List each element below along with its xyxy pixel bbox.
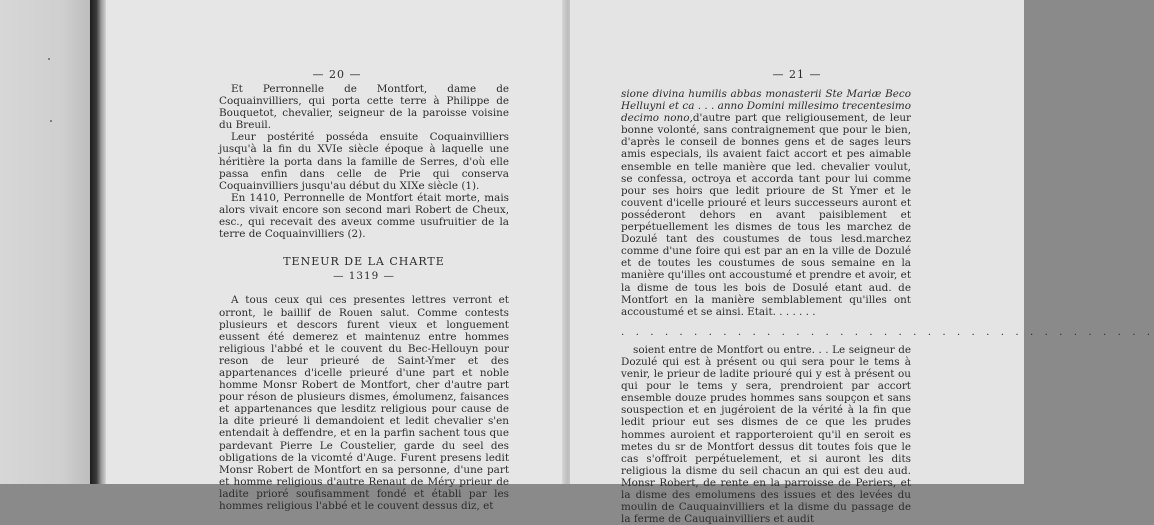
page-number-left: — 20 — bbox=[312, 68, 362, 81]
charter-text: A tous ceux qui ces presentes lettres verront et orront, le baillif de Rouen salut. Comme contests plusieurs et descors furent vieux et longuement eussent été demerez et maintenuz entre hommes religious l'abbé et le couvent du Bec-Hellouyn pour reson de leur prieuré de Saint-Ymer et des appartenances d'icelle prieuré d'une part et noble homme Monsr Robert de Montfort, cher d'autre part pour réson de plusieurs dismes, émolumenz, faisances et appartenances que lesditz religious pour cause de la dite prieuré li demandoient et ledit chevalier s'en entendait à deffendre, et en la parfin sachent tous que pardevant Pierre Le Coustelier, garde du seel des obligations de la vicomté d'Auge. Furent presens ledit Monsr Robert de Montfort en sa personne, d'une part et homme religious d'autre Renaut de Méry prieur de ladite prioré soufisamment fondé et établi par les hommes religious l'abbé et le couvent dessus diz, et bbox=[219, 294, 509, 512]
scanner-left-margin bbox=[0, 0, 90, 484]
page-number-right: — 21 — bbox=[772, 68, 822, 81]
right-page bbox=[570, 0, 1154, 525]
ellipsis-line: . . . . . . . . . . . . . . . . . . . . . . . . . . . . . . . . . . . . . bbox=[621, 325, 1154, 338]
paragraph-2-right: soient entre de Montfort ou entre. . . Le seigneur de Dozulé qui est à présent ou qui sera pour le tems à venir, le prieur de ladite priouré qui y est à présent ou qui pour le tems y sera, prendroient par accort ensemble douze prudes hommes sans soupçon et sans souspection et en jugéroient de la vérité à la fin que ledit priour eut ses dismes de ce que les prudes hommes auroient et rapporteroient qu'il en seroit es metes du sr de Montfort dessus dit toutes fois que le cas s'offroit perpétuelement, et si auront les dits religious la disme du seil chacun an qui est deu aud. Monsr Robert, de rente en la parroisse de Periers, et la disme des emolumens des issues et des levées du moulin de Cauquainvilliers et la disme du passage de la ferme de Cauquainvilliers et audit bbox=[621, 343, 911, 525]
book-binding bbox=[90, 0, 106, 484]
paragraph-2: Leur postérité posséda ensuite Coquainvilliers jusqu'à la fin du XVIe siècle époque à laquelle une héritière la porta dans la famille de Serres, d'où elle passa enfin dans celle de Prie qui conserva Coquainvilliers jusqu'au début du XIXe siècle (1). bbox=[219, 131, 509, 192]
latin-text: sione divina humilis abbas monasterii Ste Mariæ Beco Helluyni et ca . . . anno Domini millesimo trecentesimo decimo nono, bbox=[621, 88, 911, 125]
speck bbox=[48, 58, 50, 60]
paragraph-3: En 1410, Perronnelle de Montfort était morte, mais alors vivait encore son second mari Robert de Cheux, esc., qui recevait des aveux comme usufruitier de la terre de Coquainvilliers (2). bbox=[219, 191, 509, 241]
paragraph-continued bbox=[621, 88, 911, 318]
paragraph-1: Et Perronnelle de Montfort, dame de Coquainvilliers, qui porta cette terre à Philippe de Bouquetot, chevalier, seigneur de la paroisse voisine du Breuil. bbox=[219, 83, 509, 132]
left-page bbox=[106, 0, 568, 512]
left-page-text bbox=[219, 83, 509, 512]
speck bbox=[50, 120, 52, 122]
paragraph-body: d'autre part que religiousement, de leur bonne volonté, sans contraignement que pour le bien, d'après le conseil de bonnes gens et de sages leurs amis especials, ils avaient faict accort et pes aimable ensemble en telle manière que led. chevalier voulut, se confessa, octroya et accorda tant pour lui comme pour ses hoirs que ledit prioure de St Ymer et le couvent d'icelle priouré et leurs successeurs auront et posséderont dehors en avant paisiblement et perpétuellement les dismes de tous les marchez de Dozulé tant des coustumes de tous lesd.marchez comme d'une foire qui est par an en la ville de Dozulé et de toutes les coustumes de sous semaine en la manière qu'illes ont accoustumé et prendre et avoir, et la disme de tous les bois de Dosulé etant aud. de Montfort en la manière semblablement qu'illes ont accoustumé et se ainsi. Etait. . . . . . . bbox=[621, 112, 912, 318]
charter-heading: TENEUR DE LA CHARTE bbox=[283, 255, 445, 269]
right-page-text bbox=[621, 88, 1154, 525]
charter-date: — 1319 — bbox=[333, 270, 395, 283]
